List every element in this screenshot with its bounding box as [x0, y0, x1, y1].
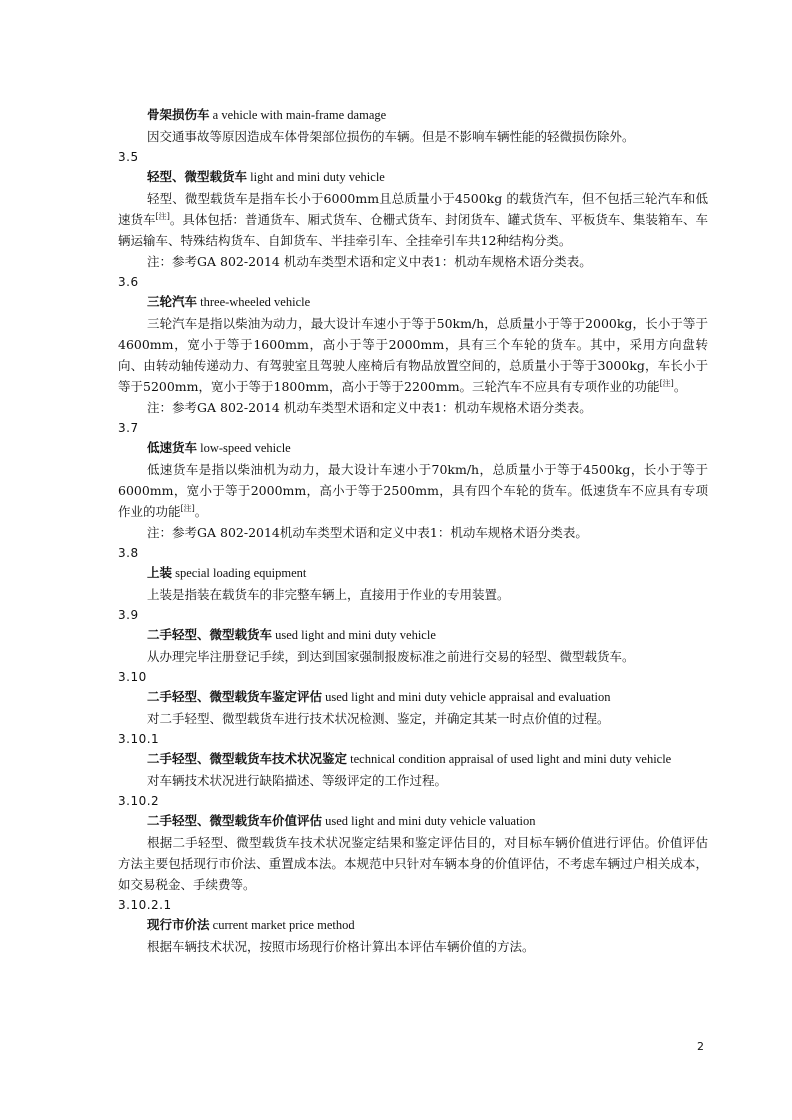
- term-heading: [118, 624, 708, 646]
- term-en: used light and mini duty vehicle appraisal and evaluation: [322, 690, 611, 704]
- definition-paragraph: 根据车辆技术状况，按照市场现行价格计算出本评估车辆价值的方法。: [147, 939, 535, 954]
- term-zh: 轻型、微型载货车: [147, 169, 248, 184]
- term-en: light and mini duty vehicle: [247, 170, 385, 184]
- document-body: [118, 104, 708, 957]
- definition-paragraph: 因交通事故等原因造成车体骨架部位损伤的车辆。但是不影响车辆性能的轻微损伤除外。: [147, 129, 635, 144]
- reference-mark: [注]: [659, 379, 674, 388]
- term-zh: 二手轻型、微型载货车价值评估: [147, 813, 323, 828]
- definition-text: 。: [194, 504, 208, 519]
- term-en: current market price method: [209, 918, 355, 932]
- term-heading: [118, 104, 708, 126]
- term-zh: 现行市价法: [147, 917, 210, 932]
- term-heading: [118, 810, 708, 832]
- term-en: low-speed vehicle: [197, 441, 291, 455]
- definition-paragraph: [118, 188, 708, 251]
- term-heading: [118, 748, 708, 770]
- reference-mark: [注]: [180, 504, 195, 513]
- term-zh: 二手轻型、微型载货车鉴定评估: [147, 689, 323, 704]
- definition-paragraph: 上装是指装在载货车的非完整车辆上，直接用于作业的专用装置。: [147, 587, 510, 602]
- definition-paragraph: 从办理完毕注册登记手续，到达到国家强制报废标准之前进行交易的轻型、微型载货车。: [147, 649, 635, 664]
- definition-paragraph: 对二手轻型、微型载货车进行技术状况检测、鉴定，并确定其某一时点价值的过程。: [147, 711, 610, 726]
- section-number: 3.10: [118, 670, 147, 684]
- section-number: 3.10.1: [118, 732, 160, 746]
- definition-text: 。具体包括：普通货车、厢式货车、仓栅式货车、封闭货车、罐式货车、平板货车、集装箱车、车辆运输车、特殊结构货车、自卸货车、半挂牵引车、全挂牵引车共12种结构分类。: [118, 212, 708, 248]
- term-heading: [118, 914, 708, 936]
- definition-text: 低速货车是指以柴油机为动力，最大设计车速小于70km/h，总质量小于等于4500kg，长小于等于6000mm，宽小于等于2000mm，高小于等于2500mm，具有四个车轮的货车。低速货车不应具有专项作业的功能: [118, 462, 708, 519]
- section-number: 3.9: [118, 608, 139, 622]
- page-number: 2: [697, 1040, 704, 1053]
- section-number: 3.6: [118, 275, 139, 289]
- term-en: special loading equipment: [172, 566, 307, 580]
- section-number: 3.7: [118, 421, 139, 435]
- term-heading: [118, 437, 708, 459]
- note: 注：参考GA 802-2014 机动车类型术语和定义中表1：机动车规格术语分类表。: [147, 254, 592, 269]
- term-zh: 上装: [147, 565, 173, 580]
- term-en: a vehicle with main-frame damage: [209, 108, 387, 122]
- term-zh: 二手轻型、微型载货车: [147, 627, 273, 642]
- term-heading: [118, 291, 708, 313]
- term-heading: [118, 686, 708, 708]
- term-zh: 三轮汽车: [147, 294, 198, 309]
- definition-paragraph: [118, 459, 708, 522]
- definition-text: 轻型、微型载货车是指车长小于6000mm且总质量小于4500kg 的载货汽车，但不包括三轮汽车和低速货车: [118, 191, 708, 227]
- term-en: used light and mini duty vehicle: [272, 628, 436, 642]
- section-number: 3.10.2.1: [118, 898, 172, 912]
- definition-text: 。: [673, 379, 687, 394]
- term-en: three-wheeled vehicle: [197, 295, 311, 309]
- term-zh: 二手轻型、微型载货车技术状况鉴定: [147, 751, 348, 766]
- definition-paragraph: 对车辆技术状况进行缺陷描述、等级评定的工作过程。: [147, 773, 448, 788]
- section-number: 3.10.2: [118, 794, 160, 808]
- term-en: used light and mini duty vehicle valuation: [322, 814, 536, 828]
- term-zh: 低速货车: [147, 440, 198, 455]
- section-number: 3.5: [118, 150, 139, 164]
- term-zh: 骨架损伤车: [147, 107, 210, 122]
- term-heading: [118, 166, 708, 188]
- reference-mark: [注]: [155, 212, 170, 221]
- definition-paragraph: 根据二手轻型、微型载货车技术状况鉴定结果和鉴定评估目的，对目标车辆价值进行评估。价值评估方法主要包括现行市价法、重置成本法。本规范中只针对车辆本身的价值评估，不考虑车辆过户相关成本，如交易税金、手续费等。: [118, 835, 708, 892]
- term-heading: [118, 562, 708, 584]
- definition-paragraph: [118, 313, 708, 397]
- note: 注：参考GA 802-2014 机动车类型术语和定义中表1：机动车规格术语分类表。: [147, 400, 592, 415]
- section-number: 3.8: [118, 546, 139, 560]
- term-en: technical condition appraisal of used light and mini duty vehicle: [347, 752, 672, 766]
- definition-text: 三轮汽车是指以柴油为动力，最大设计车速小于等于50km/h，总质量小于等于2000kg，长小于等于4600mm，宽小于等于1600mm，高小于等于2000mm，具有三个车轮的货车。其中，采用方向盘转向、由转动轴传递动力、有驾驶室且驾驶人座椅后有物品放置空间的，总质量小于等于3000kg，车长小于等于5200mm，宽小于等于1800mm，高小于等于2200mm。三轮汽车不应具有专项作业的功能: [118, 316, 708, 394]
- note: 注：参考GA 802-2014机动车类型术语和定义中表1：机动车规格术语分类表。: [147, 525, 588, 540]
